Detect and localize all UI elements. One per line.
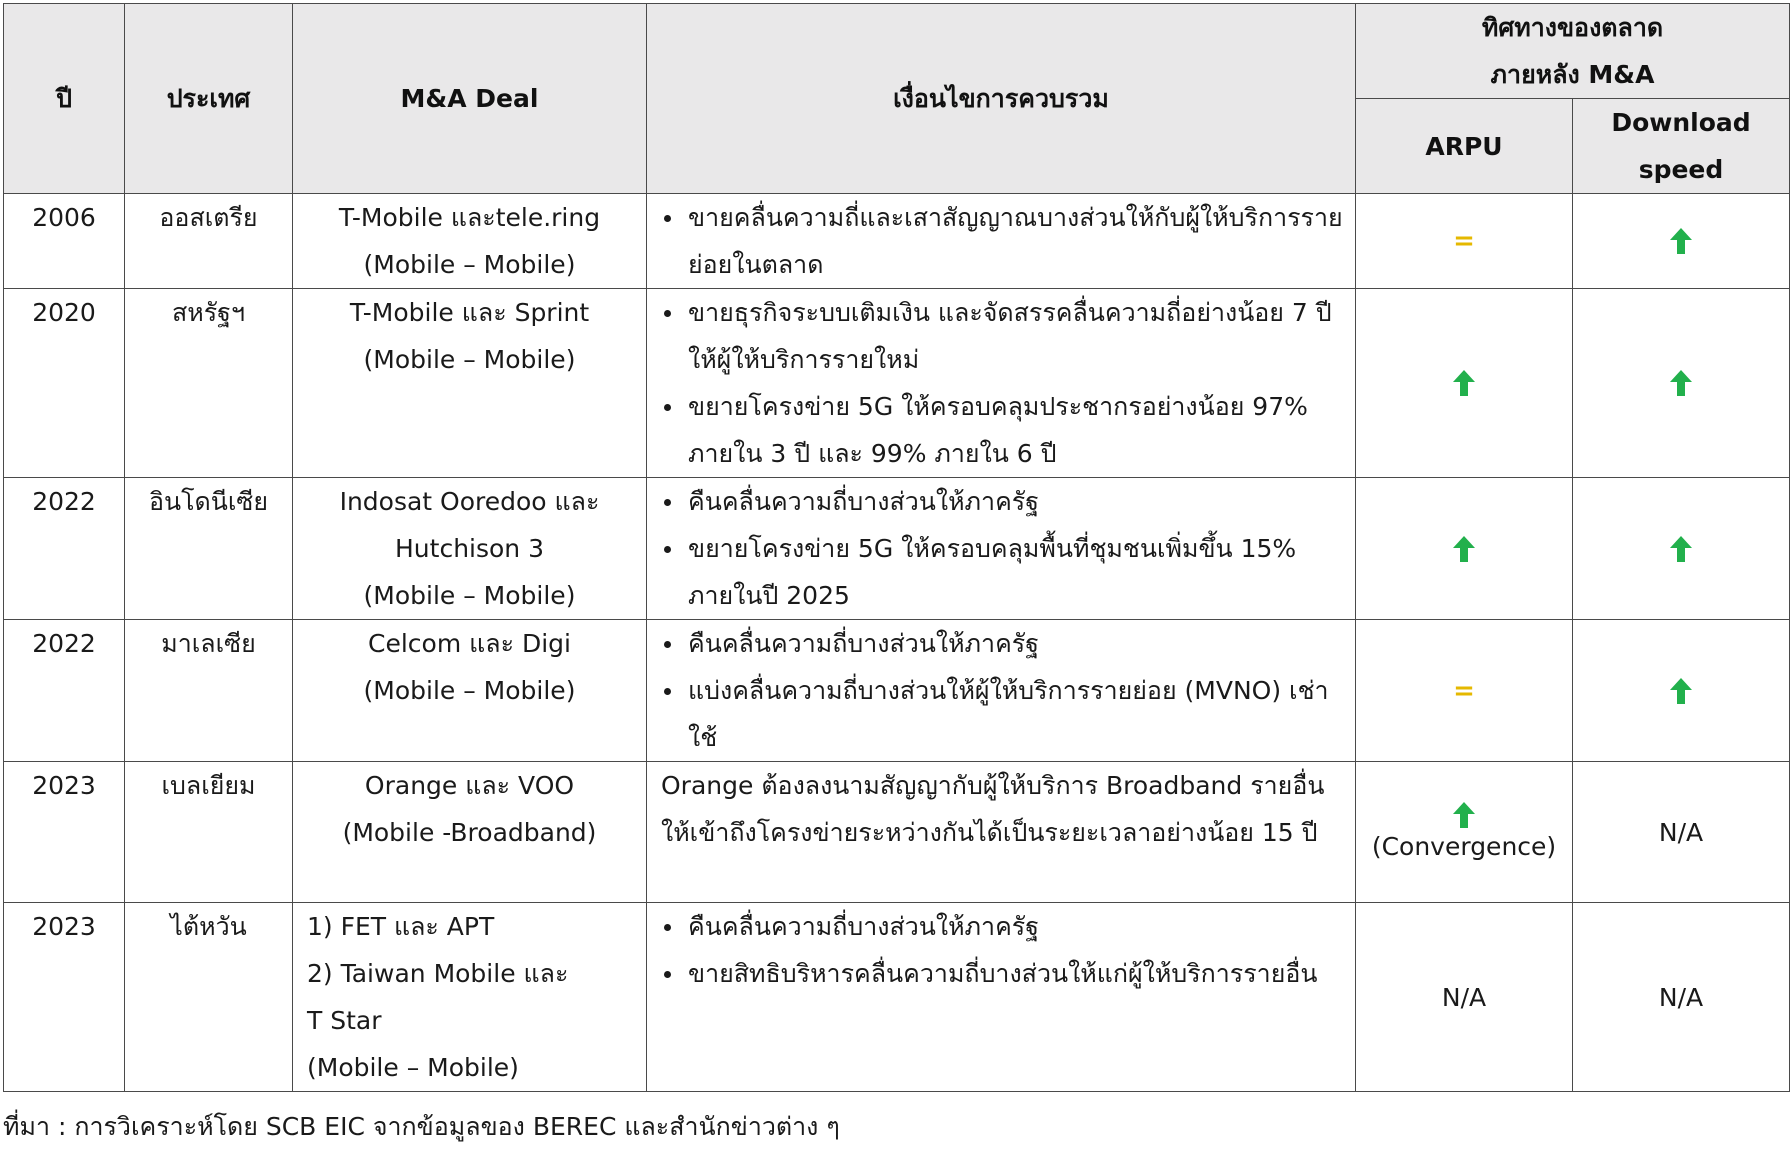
arrow-up-icon	[1668, 226, 1694, 256]
table-row	[4, 620, 1790, 762]
cell-conditions	[647, 903, 1356, 1092]
cell-conditions	[647, 478, 1356, 620]
condition-item: ขยายโครงข่าย 5G ให้ครอบคลุมพื้นที่ชุมชนเพิ่มขึ้น 15% ภายในปี 2025	[661, 525, 1345, 619]
deal-item: 2) Taiwan Mobile และ	[307, 959, 569, 988]
table-row	[4, 762, 1790, 903]
cell-download	[1573, 620, 1790, 762]
condition-item: ขายคลื่นความถี่และเสาสัญญาณบางส่วนให้กับผู้ให้บริการรายย่อยในตลาด	[661, 194, 1345, 288]
arrow-up-icon	[1451, 800, 1477, 830]
cell-deal	[293, 903, 647, 1092]
cell-country: มาเลเซีย	[125, 620, 293, 762]
header-market-direction-line2: ภายหลัง M&A	[1490, 60, 1655, 89]
table-row	[4, 289, 1790, 478]
deal-line: T-Mobile และ Sprint	[349, 298, 590, 327]
condition-item: ขายสิทธิบริหารคลื่นความถี่บางส่วนให้แก่ผู้ให้บริการรายอื่น	[661, 950, 1345, 997]
condition-item: ขยายโครงข่าย 5G ให้ครอบคลุมประชากรอย่างน้อย 97% ภายใน 3 ปี และ 99% ภายใน 6 ปี	[661, 383, 1345, 477]
arrow-up-icon	[1451, 534, 1477, 564]
cell-country: อินโดนีเซีย	[125, 478, 293, 620]
header-download-line2: speed	[1638, 155, 1724, 184]
cell-download	[1573, 194, 1790, 289]
table-row	[4, 194, 1790, 289]
cell-country: ออสเตรีย	[125, 194, 293, 289]
cell-arpu	[1356, 194, 1573, 289]
header-deal: M&A Deal	[293, 4, 647, 194]
deal-line: Orange และ VOO	[364, 771, 575, 800]
cell-year: 2006	[4, 194, 125, 289]
source-note: ที่มา : การวิเคราะห์โดย SCB EIC จากข้อมูลของ BEREC และสำนักข่าวต่าง ๆ	[3, 1112, 840, 1141]
cell-arpu	[1356, 620, 1573, 762]
deal-item: (Mobile – Mobile)	[307, 1053, 519, 1082]
cell-year: 2020	[4, 289, 125, 478]
header-conditions: เงื่อนไขการควบรวม	[647, 4, 1356, 194]
arrow-up-icon	[1451, 368, 1477, 398]
table-row	[4, 903, 1790, 1092]
cell-arpu	[1356, 289, 1573, 478]
header-arpu: ARPU	[1356, 99, 1573, 194]
equal-icon: =	[1453, 675, 1475, 706]
header-country: ประเทศ	[125, 4, 293, 194]
cell-year: 2023	[4, 903, 125, 1092]
deal-line: Indosat Ooredoo และ	[339, 487, 600, 516]
cell-arpu: N/A	[1356, 903, 1573, 1092]
cell-download	[1573, 289, 1790, 478]
cell-deal	[293, 620, 647, 762]
arrow-up-icon	[1668, 368, 1694, 398]
cell-deal	[293, 478, 647, 620]
cell-year: 2022	[4, 620, 125, 762]
cell-country: สหรัฐฯ	[125, 289, 293, 478]
cell-year: 2022	[4, 478, 125, 620]
cell-download: N/A	[1573, 903, 1790, 1092]
deal-line: T-Mobile และtele.ring	[338, 203, 601, 232]
deal-item: 1) FET และ APT	[307, 912, 495, 941]
cell-year: 2023	[4, 762, 125, 903]
condition-item: แบ่งคลื่นความถี่บางส่วนให้ผู้ให้บริการรายย่อย (MVNO) เช่าใช้	[661, 667, 1345, 761]
deal-item: T Star	[307, 1006, 382, 1035]
condition-item: คืนคลื่นความถี่บางส่วนให้ภาครัฐ	[661, 903, 1345, 950]
cell-deal	[293, 289, 647, 478]
condition-item: คืนคลื่นความถี่บางส่วนให้ภาครัฐ	[661, 620, 1345, 667]
cell-conditions: Orange ต้องลงนามสัญญากับผู้ให้บริการ Broadband รายอื่น ให้เข้าถึงโครงข่ายระหว่างกันได้เป็นระยะเวลาอย่างน้อย 15 ปี	[647, 762, 1356, 903]
header-download-speed	[1573, 99, 1790, 194]
cell-country: เบลเยียม	[125, 762, 293, 903]
equal-icon: =	[1453, 226, 1475, 256]
cell-arpu	[1356, 478, 1573, 620]
arrow-up-icon	[1668, 676, 1694, 706]
deal-line: (Mobile – Mobile)	[363, 676, 576, 705]
cell-conditions	[647, 620, 1356, 762]
deal-line: (Mobile – Mobile)	[363, 581, 576, 610]
header-year: ปี	[4, 4, 125, 194]
deal-line: Celcom และ Digi	[368, 629, 571, 658]
cell-download	[1573, 478, 1790, 620]
ma-deals-table-container	[3, 3, 1789, 1092]
ma-deals-table	[3, 3, 1790, 1092]
cell-conditions	[647, 194, 1356, 289]
arpu-note: (Convergence)	[1371, 832, 1557, 861]
deal-line: Hutchison 3	[395, 534, 544, 563]
cell-deal	[293, 762, 647, 903]
cell-deal	[293, 194, 647, 289]
condition-item: ขายธุรกิจระบบเติมเงิน และจัดสรรคลื่นความถี่อย่างน้อย 7 ปี ให้ผู้ให้บริการรายใหม่	[661, 289, 1345, 383]
condition-item: คืนคลื่นความถี่บางส่วนให้ภาครัฐ	[661, 478, 1345, 525]
header-market-direction-line1: ทิศทางของตลาด	[1481, 13, 1664, 42]
header-download-line1: Download	[1611, 108, 1751, 137]
cell-download: N/A	[1573, 762, 1790, 903]
deal-line: (Mobile -Broadband)	[342, 818, 597, 847]
arrow-up-icon	[1668, 534, 1694, 564]
deal-line: (Mobile – Mobile)	[363, 250, 576, 279]
table-row	[4, 478, 1790, 620]
cell-country: ไต้หวัน	[125, 903, 293, 1092]
cell-conditions	[647, 289, 1356, 478]
deal-line: (Mobile – Mobile)	[363, 345, 576, 374]
cell-arpu	[1356, 762, 1573, 903]
header-market-direction	[1356, 4, 1790, 99]
